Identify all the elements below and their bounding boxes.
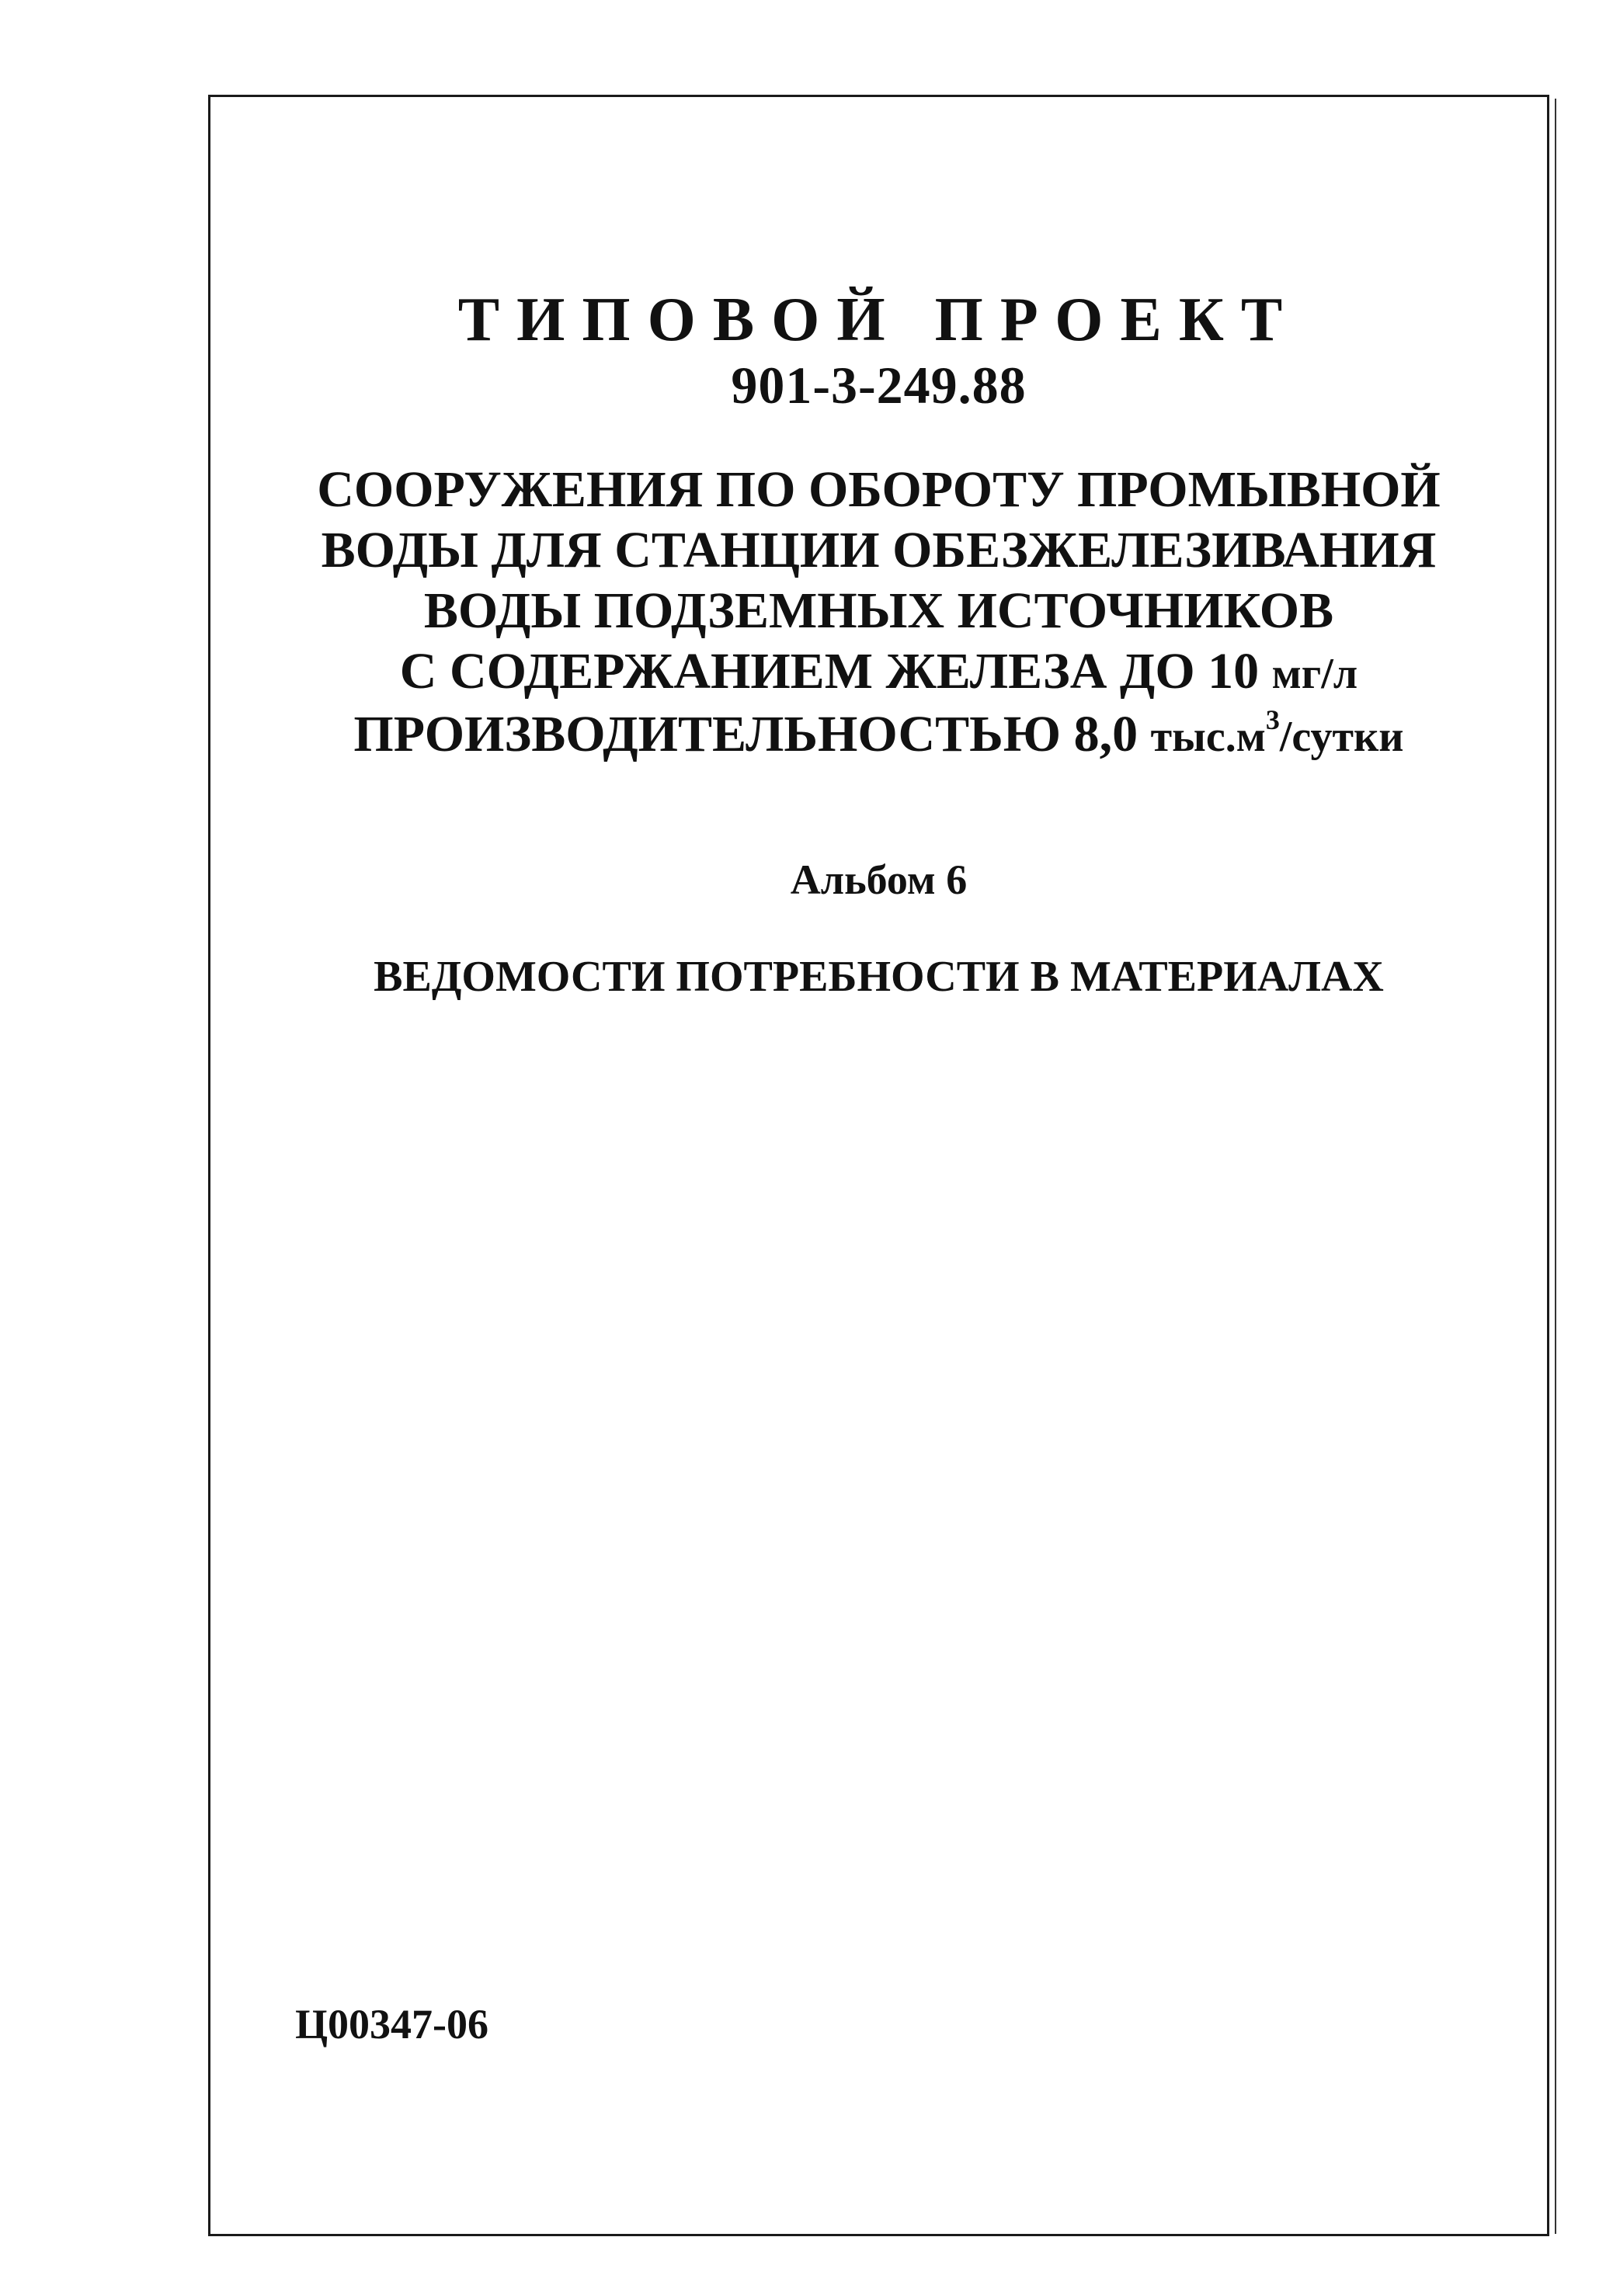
subject-line-4-unit: мг/л: [1271, 650, 1358, 698]
album-label: Альбом 6: [790, 856, 968, 903]
page-border-frame: [208, 95, 1549, 2236]
project-number: 901-3-249.88: [731, 356, 1027, 415]
subject-line-4: [208, 641, 1549, 704]
subject-line-5-unit-prefix: тыс.м: [1150, 713, 1266, 761]
subject-line-5-unit-suffix: /сутки: [1279, 713, 1404, 761]
subject-line-3: ВОДЫ ПОДЗЕМНЫХ ИСТОЧНИКОВ: [423, 582, 1334, 639]
subject-line-1: СООРУЖЕНИЯ ПО ОБОРОТУ ПРОМЫВНОЙ: [317, 461, 1441, 518]
document-title: ТИПОВОЙ ПРОЕКТ: [457, 286, 1300, 354]
subject-line-2: ВОДЫ ДЛЯ СТАНЦИИ ОБЕЗЖЕЛЕЗИВАНИЯ: [321, 522, 1437, 578]
project-subject: [208, 460, 1549, 767]
album-contents-title: ВЕДОМОСТИ ПОТРЕБНОСТИ В МАТЕРИАЛАХ: [374, 953, 1384, 1001]
subject-line-5-unit-sup: 3: [1265, 704, 1280, 735]
subject-line-5-main: ПРОИЗВОДИТЕЛЬНОСТЬЮ 8,0: [353, 706, 1138, 762]
subject-line-5: [208, 704, 1549, 767]
subject-line-4-main: С СОДЕРЖАНИЕМ ЖЕЛЕЗА ДО 10: [399, 643, 1260, 700]
document-code: Ц00347-06: [295, 2001, 488, 2048]
